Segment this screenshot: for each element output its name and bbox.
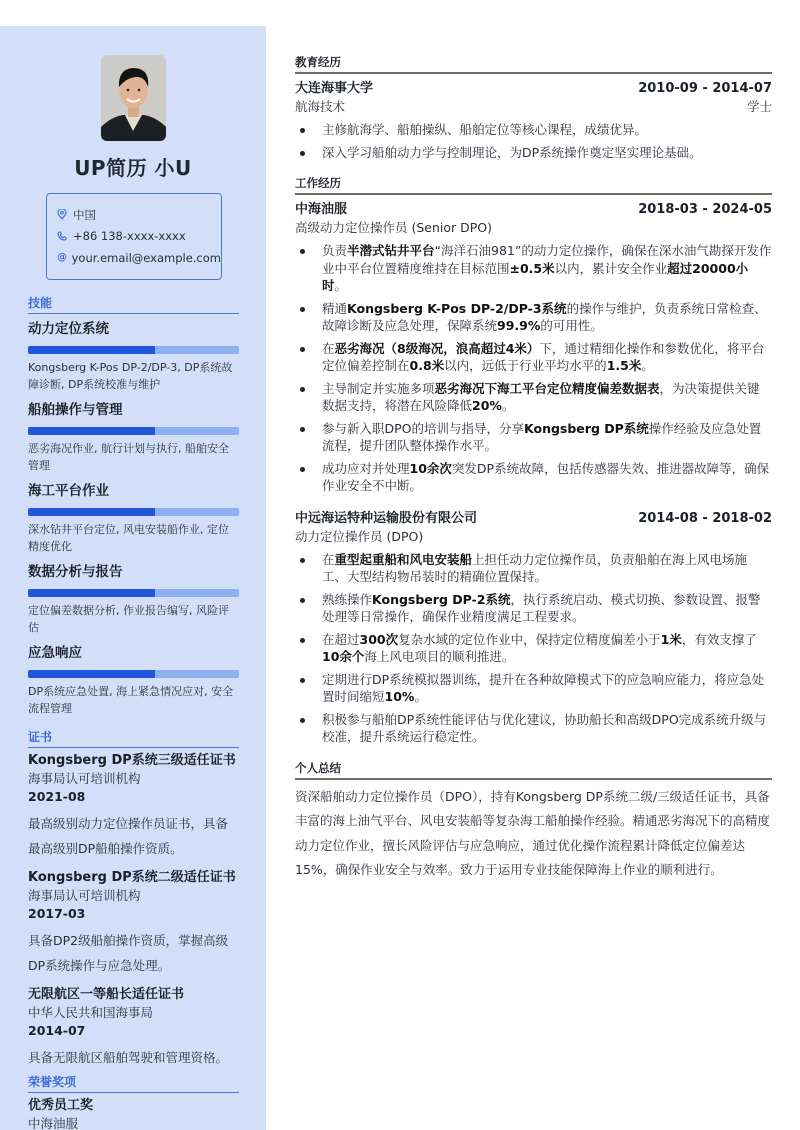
job-role-row [295, 528, 772, 546]
bullet-text: 以内，远低于行业平均水平的 [444, 358, 607, 373]
skill-description: DP系统应急处置, 海上紧急情况应对, 安全流程管理 [28, 685, 234, 715]
bullet-item [295, 420, 772, 455]
skill-level-bar [28, 589, 239, 597]
bullet-item [295, 711, 772, 746]
certificate-name: Kongsberg DP系统二级适任证书 [28, 870, 236, 885]
bullet-text: 以内，累计安全作业 [554, 260, 668, 276]
bullet-text: 积极参与船舶DP系统性能评估与优化建议，协助船长和高级DPO完成系统升级与校准，提升系统运行稳定性。 [322, 711, 767, 744]
skill-item [28, 318, 239, 393]
company-name: 中海油服 [295, 202, 348, 217]
candidate-name: UP简历 小U [74, 156, 192, 180]
certificate-date: 2017-03 [28, 906, 86, 921]
skill-level-bar [28, 508, 239, 516]
work-bullets [295, 242, 772, 495]
certificates-title: 证书 [28, 728, 239, 748]
skill-level-fill [28, 589, 155, 597]
location-text: 中国 [73, 207, 96, 222]
bullet-text: 的可用性。 [540, 318, 603, 333]
work-list [295, 200, 772, 746]
certificates-section [28, 728, 239, 1078]
skill-level-bar [28, 670, 239, 678]
awards-list [28, 1097, 239, 1130]
bullet-text: ，执行系统启动、模式切换、参数设置、报警处理等日常操作，确保作业精度满足工程要求。 [322, 591, 761, 624]
bullet-text: 深入学习船舶动力学与控制理论，为DP系统操作奠定坚实理论基础。 [322, 144, 702, 160]
work-bullets [295, 551, 772, 746]
highlight-text: 10余个 [322, 649, 365, 664]
job-role: 动力定位操作员 (DPO) [295, 528, 424, 544]
skills-section [28, 294, 239, 723]
certificate-name: Kongsberg DP系统三级适任证书 [28, 753, 236, 768]
bullet-text: 下，通过精细化操作和参数优化，将平台定位偏差控制在 [322, 340, 765, 373]
bullet-text: 在 [322, 551, 335, 567]
highlight-text: 10% [384, 689, 415, 704]
highlight-text: Kongsberg K-Pos DP-2/DP-3系统 [347, 300, 567, 316]
highlight-text: 恶劣海况下海工平台定位精度偏差数据表 [434, 380, 660, 396]
highlight-text: 99.9% [497, 318, 541, 333]
bullet-item [295, 121, 772, 139]
work-entry [295, 200, 772, 495]
skill-name: 船舶操作与管理 [28, 402, 123, 418]
bullet-text: 参与新入职DPO的培训与指导，分享 [322, 420, 525, 436]
education-date: 2010-09 - 2014-07 [638, 81, 772, 96]
highlight-text: Kongsberg DP-2系统 [372, 591, 511, 607]
skill-item [28, 480, 239, 555]
skill-level-bar [28, 346, 239, 354]
bullet-item [295, 631, 772, 666]
bullet-text: 熟练操作 [322, 591, 373, 607]
bullet-text: 复杂水域的定位作业中，保持定位精度偏差小于 [398, 631, 661, 647]
bullet-text: 精通 [322, 300, 348, 316]
award-name: 优秀员工奖 [28, 1098, 94, 1113]
certificate-date: 2014-07 [28, 1023, 86, 1038]
skill-item [28, 561, 239, 636]
bullet-text: 操作经验及应急处置流程，提升团队整体操作水平。 [322, 420, 762, 453]
skill-level-fill [28, 346, 155, 354]
job-role-row [295, 219, 772, 237]
bullet-text: 上担任动力定位操作员，负责船舶在海上风电场施工、大型结构物吊装时的精确位置保持。 [322, 551, 748, 584]
bullet-item [295, 671, 772, 706]
bullet-text: 主导制定并实施多项 [322, 380, 435, 396]
certificate-item [28, 869, 239, 978]
main-content [295, 54, 772, 883]
bullet-text: 的操作与维护，负责系统日常检查、故障诊断及应急处理，保障系统 [322, 300, 767, 333]
bullet-text: 。 [414, 689, 427, 704]
skills-title: 技能 [28, 294, 239, 314]
work-date: 2014-08 - 2018-02 [638, 510, 772, 526]
contact-location [57, 204, 221, 226]
bullet-text: 在 [322, 340, 335, 356]
work-date: 2018-03 - 2024-05 [638, 202, 772, 217]
certificate-description: 最高级别动力定位操作员证书，具备最高级别DP船舶操作资质。 [28, 816, 229, 856]
bullet-item [295, 242, 772, 295]
highlight-text: 300次 [359, 631, 399, 647]
at-sign-icon: @ [57, 252, 67, 264]
bullet-item [295, 591, 772, 626]
work-title: 工作经历 [295, 175, 772, 195]
certificate-description: 具备无限航区船舶驾驶和管理资格。 [28, 1050, 229, 1065]
skill-level-fill [28, 508, 155, 516]
bullet-text: 主修航海学、船舶操纵、船舶定位等核心课程，成绩优异。 [322, 122, 648, 137]
skill-level-bar [28, 427, 239, 435]
location-pin-icon [57, 209, 73, 220]
company-name: 中远海运特种运输股份有限公司 [295, 510, 478, 526]
education-bullets [295, 121, 772, 161]
certificate-issuer: 海事局认可培训机构 [28, 888, 141, 903]
bullet-text: 定期进行DP系统模拟器训练，提升在各种故障模式下的应急响应能力，将应急处置时间缩短 [322, 671, 765, 704]
phone-icon [57, 231, 73, 241]
certificate-name: 无限航区一等船长适任证书 [28, 987, 185, 1002]
work-entry-header [295, 200, 772, 219]
work-entry [295, 509, 772, 746]
bullet-text: ，为决策提供关键数据支持，将潜在风险降低 [322, 380, 760, 413]
bullet-item [295, 300, 772, 335]
highlight-text: 10余次 [409, 460, 452, 476]
bullet-item [295, 340, 772, 375]
awards-section [28, 1073, 239, 1130]
bullet-text: 成功应对并处理 [322, 460, 410, 476]
job-role: 高级动力定位操作员 (Senior DPO) [295, 220, 493, 235]
degree: 学士 [746, 99, 772, 114]
highlight-text: 半潜式钻井平台 [347, 243, 435, 258]
highlight-text: 超过20000小时 [322, 260, 749, 293]
bullet-item [295, 380, 772, 415]
highlight-text: 重型起重船和风电安装船 [334, 551, 473, 567]
skills-list [28, 318, 239, 717]
bullet-text: 。 [641, 358, 654, 373]
education-entry [295, 79, 772, 161]
highlight-text: 1.5米 [606, 358, 642, 373]
school-name: 大连海事大学 [295, 81, 374, 96]
work-entry-header [295, 509, 772, 528]
certificate-item [28, 752, 239, 861]
bullet-text: 在超过 [322, 631, 360, 647]
major: 航海技术 [295, 99, 346, 114]
contact-box [46, 193, 222, 280]
skill-description: 深水钻井平台定位, 风电安装船作业, 定位精度优化 [28, 523, 229, 553]
bullet-text: “海洋石油981”的动力定位操作，确保在深水油气勘探开发作业中平台位置精度维持在目标范围 [322, 243, 772, 276]
highlight-text: 0.8米 [409, 358, 445, 373]
bullet-text: 负责 [322, 243, 348, 258]
highlight-text: 恶劣海况（8级海况，浪高超过4米） [334, 340, 540, 356]
skill-description: 恶劣海况作业, 航行计划与执行, 船舶安全管理 [28, 442, 229, 472]
skill-name: 数据分析与报告 [28, 564, 123, 580]
contact-email[interactable] [57, 247, 221, 269]
summary-section [295, 760, 772, 883]
certificate-issuer: 中华人民共和国海事局 [28, 1005, 154, 1020]
certificate-item [28, 986, 239, 1070]
highlight-text: ±0.5米 [509, 260, 555, 276]
skill-item [28, 642, 239, 717]
work-section [295, 175, 772, 746]
certificates-list [28, 752, 239, 1070]
education-section [295, 54, 772, 161]
awards-title: 荣誉奖项 [28, 1073, 239, 1093]
contact-phone [57, 226, 221, 248]
summary-text: 资深船舶动力定位操作员（DPO），持有Kongsberg DP系统二级/三级适任证书，具备丰富的海上油气平台、风电安装船等复杂海工船舶操作经验。精通恶劣海况下的高精度动力定位作业，擅长风险评估与应急响应，通过优化操作流程累计降低定位偏差达15%，确保作业安全与效率。致力于运用专业技能保障海上作业的顺利进行。 [295, 788, 771, 877]
skill-description: 定位偏差数据分析, 作业报告编写, 风险评估 [28, 604, 229, 634]
certificate-description: 具备DP2级船舶操作资质，掌握高级DP系统操作与应急处理。 [28, 933, 229, 973]
highlight-text: 1米 [660, 631, 682, 647]
skill-name: 应急响应 [28, 645, 82, 661]
highlight-text: 20% [472, 398, 502, 413]
skill-level-fill [28, 427, 155, 435]
award-item [28, 1097, 239, 1130]
education-title: 教育经历 [295, 54, 772, 74]
sidebar [0, 26, 266, 1130]
bullet-text: 海上风电项目的顺利推进。 [364, 649, 515, 664]
bullet-text: 。 [501, 398, 515, 413]
bullet-text: 。 [334, 278, 348, 293]
profile-photo [101, 55, 166, 141]
avatar-icon [101, 55, 166, 141]
bullet-item [295, 551, 772, 586]
skill-description: Kongsberg K-Pos DP-2/DP-3, DP系统故障诊断, DP系统校准与维护 [28, 361, 233, 391]
certificate-date: 2021-08 [28, 789, 86, 804]
bullet-text: ，有效支撑了 [681, 631, 757, 647]
award-issuer: 中海油服 [28, 1116, 79, 1130]
certificate-issuer: 海事局认可培训机构 [28, 771, 141, 786]
phone-text: +86 138-xxxx-xxxx [73, 229, 186, 244]
skill-name: 海工平台作业 [28, 483, 109, 499]
skill-item [28, 399, 239, 474]
email-link[interactable]: your.email@example.com [71, 250, 221, 265]
highlight-text: Kongsberg DP系统 [524, 420, 649, 436]
skill-name: 动力定位系统 [28, 321, 109, 337]
bullet-item [295, 144, 772, 162]
bullet-text: 突发DP系统故障，包括传感器失效、推进器故障等，确保作业安全不中断。 [322, 460, 770, 493]
skill-level-fill [28, 670, 155, 678]
summary-title: 个人总结 [295, 760, 772, 780]
bullet-item [295, 460, 772, 495]
